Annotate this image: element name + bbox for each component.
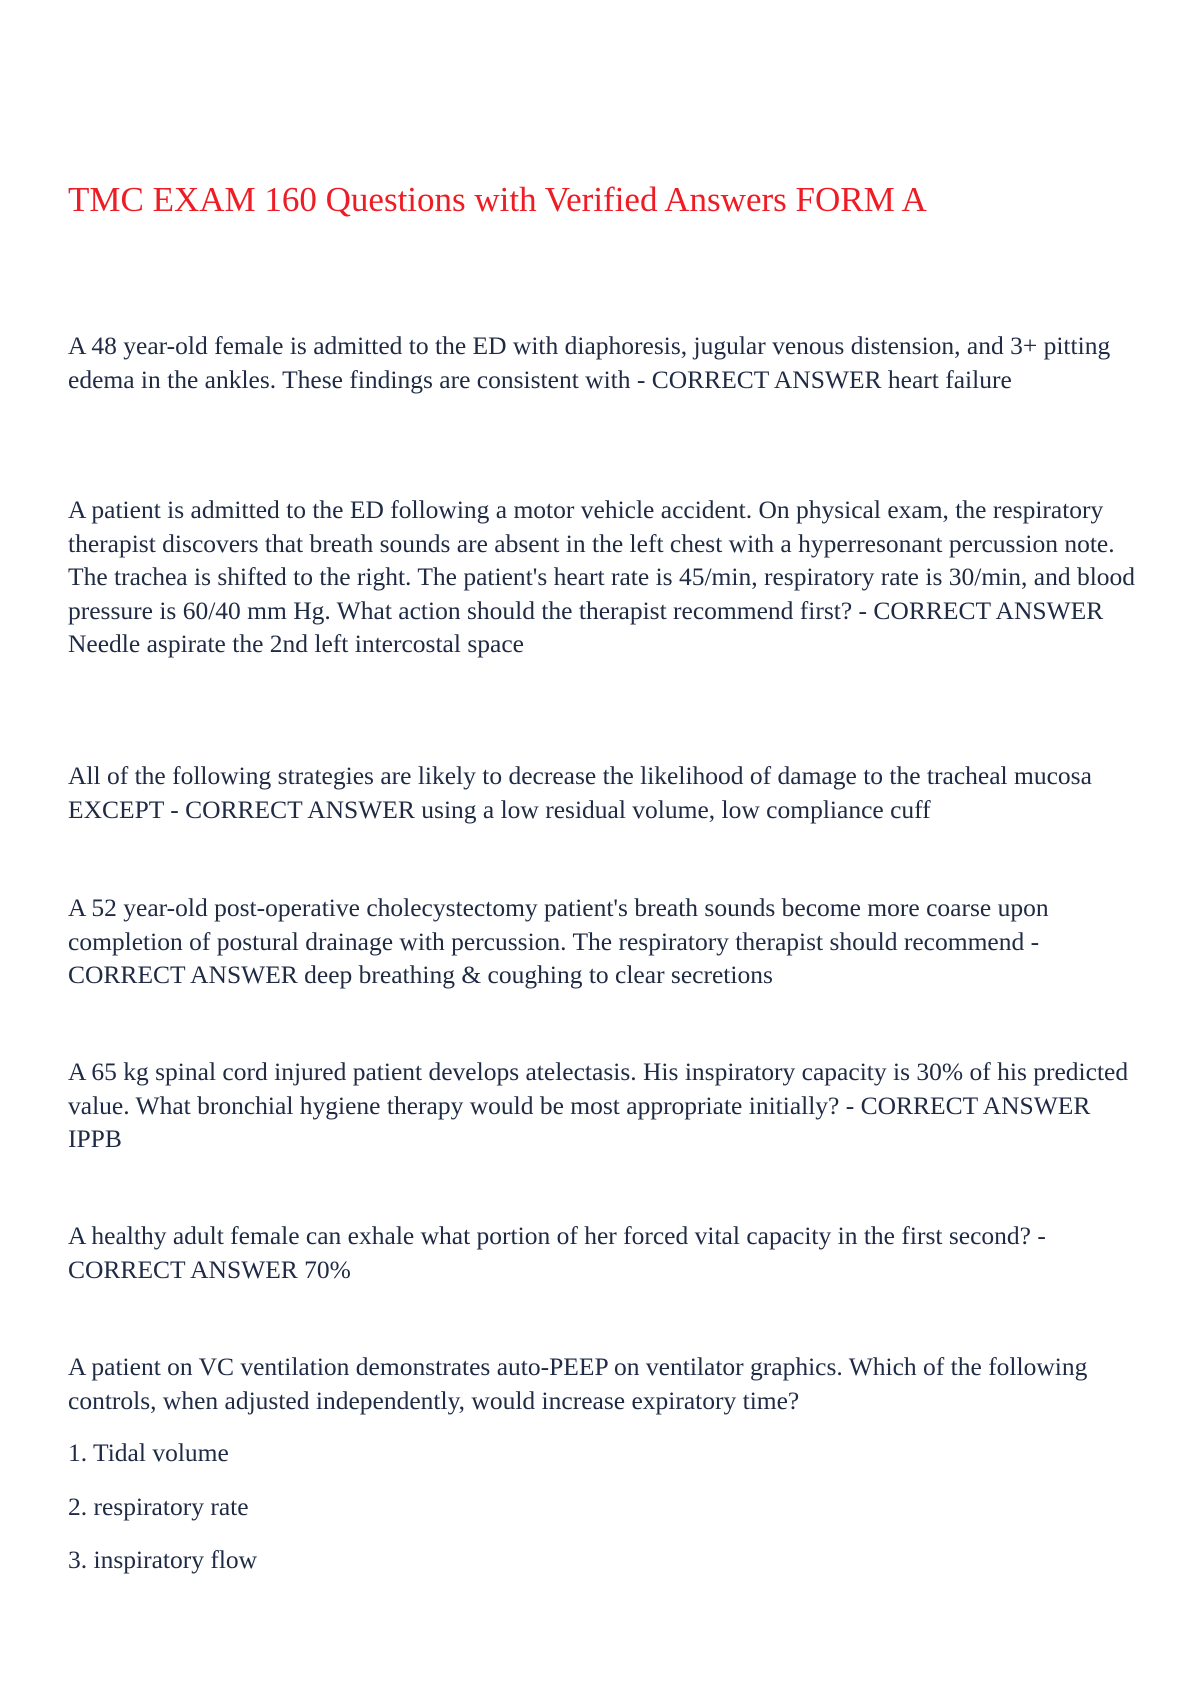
option-item-3: 3. inspiratory flow — [68, 1545, 258, 1574]
question-answer-4: A 52 year-old post-operative cholecystectomy patient's breath sounds become more coarse upon completion of postural drainage with percussion. The respiratory therapist should recommend - CORRECT ANSWER deep breathing & coughing to clear secretions — [68, 893, 1049, 989]
question-answer-5: A 65 kg spinal cord injured patient develops atelectasis. His inspiratory capacity is 30% of his predicted value. What bronchial hygiene therapy would be most appropriate initially? - CORRECT ANSWER IPPB — [68, 1057, 1129, 1153]
option-item-2: 2. respiratory rate — [68, 1492, 249, 1521]
question-answer-3: All of the following strategies are likely to decrease the likelihood of damage to the tracheal mucosa EXCEPT - CORRECT ANSWER using a low residual volume, low compliance cuff — [68, 761, 1092, 824]
question-answer-1: A 48 year-old female is admitted to the ED with diaphoresis, jugular venous distension, and 3+ pitting edema in the ankles. These findings are consistent with - CORRECT ANSWER heart failure — [68, 331, 1111, 394]
question-answer-2: A patient is admitted to the ED following a motor vehicle accident. On physical exam, the respiratory therapist discovers that breath sounds are absent in the left chest with a hyperresonant percussion note. The trachea is shifted to the right. The patient's heart rate is 45/min, respiratory rate is 30/min, and blood pressure is 60/40 mm Hg. What action should the therapist recommend first? - CORRECT ANSWER Needle aspirate the 2nd left intercostal space — [68, 495, 1136, 658]
question-7: A patient on VC ventilation demonstrates auto-PEEP on ventilator graphics. Which of the following controls, when adjusted independently, would increase expiratory time? — [68, 1352, 1088, 1415]
option-item-1: 1. Tidal volume — [68, 1438, 229, 1467]
document-title: TMC EXAM 160 Questions with Verified Answers FORM A — [68, 180, 927, 219]
question-answer-6: A healthy adult female can exhale what portion of her forced vital capacity in the first second? - CORRECT ANSWER 70% — [68, 1221, 1046, 1284]
